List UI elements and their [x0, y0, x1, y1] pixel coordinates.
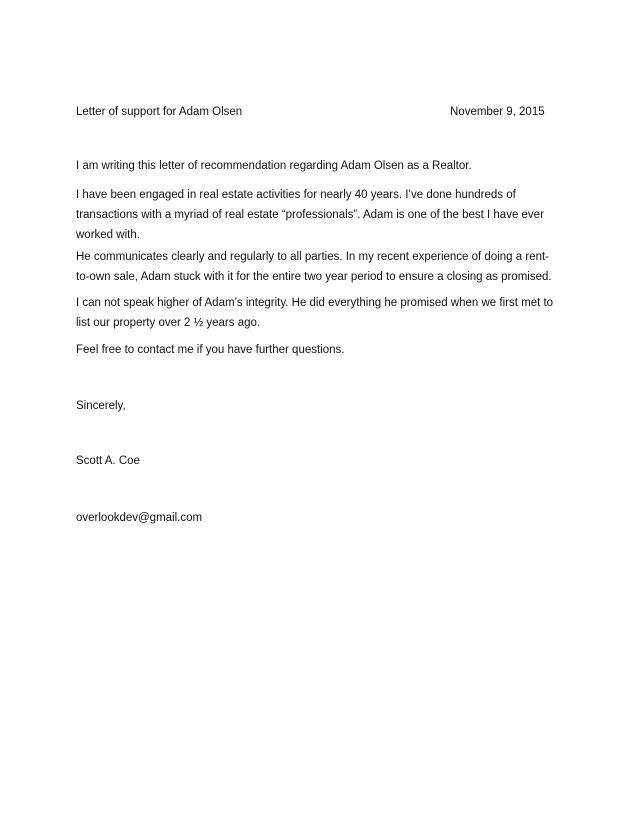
signature-name: Scott A. Coe [76, 455, 140, 467]
closing-text: Sincerely, [76, 400, 126, 412]
signature-block [76, 451, 566, 471]
contact-email: overlookdev@gmail.com [76, 512, 203, 524]
letter-header [76, 102, 556, 122]
paragraph-communication [76, 247, 566, 287]
paragraph-line: He communicates clearly and regularly to all parties. In my recent experience of doing a rent- [76, 251, 550, 263]
paragraph-integrity [76, 293, 566, 333]
paragraph-line: I have been engaged in real estate activities for nearly 40 years. I’ve done hundreds of [76, 189, 516, 201]
letter-date: November 9, 2015 [450, 106, 545, 118]
paragraph-line: to-own sale, Adam stuck with it for the entire two year period to ensure a closing as promised. [76, 271, 552, 283]
paragraph-line: I am writing this letter of recommendation regarding Adam Olsen as a Realtor. [76, 160, 472, 172]
paragraph-experience [76, 185, 566, 245]
contact-email-block [76, 508, 566, 528]
letter-subject: Letter of support for Adam Olsen [76, 106, 243, 118]
paragraph-intro [76, 156, 566, 176]
paragraph-contact [76, 340, 566, 360]
paragraph-line: worked with. [76, 229, 140, 241]
closing-salutation [76, 396, 566, 416]
paragraph-line: Feel free to contact me if you have further questions. [76, 344, 345, 356]
paragraph-line: I can not speak higher of Adam’s integrity. He did everything he promised when we first met to [76, 297, 554, 309]
paragraph-line: transactions with a myriad of real estate “professionals”. Adam is one of the best I have ever [76, 209, 544, 221]
paragraph-line: list our property over 2 ½ years ago. [76, 317, 261, 329]
